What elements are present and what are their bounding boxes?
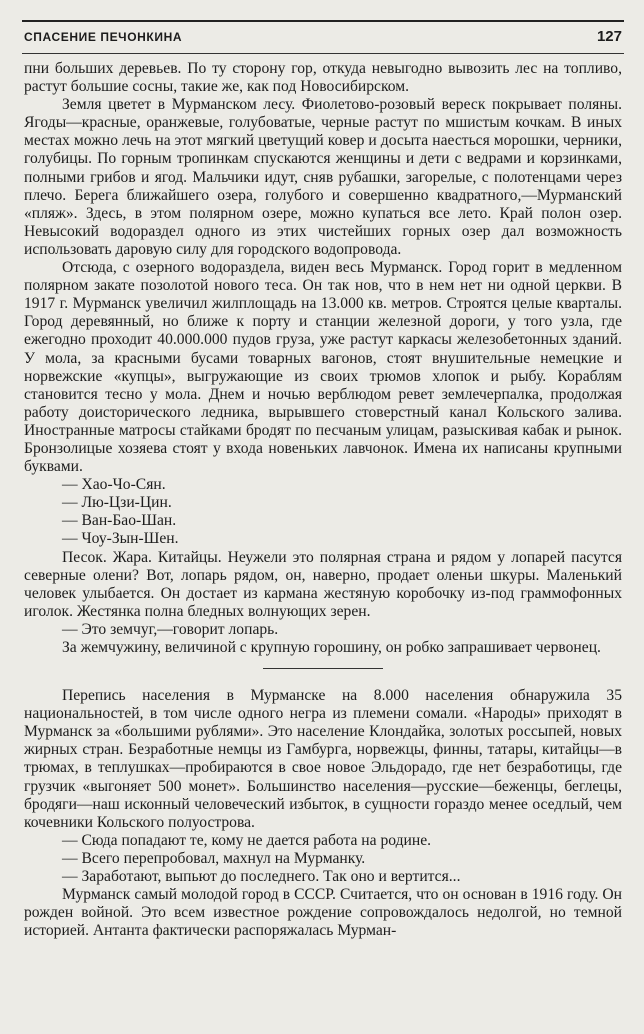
quote-line-3: — Заработают, выпьют до последнего. Так оно и вертится... xyxy=(62,868,461,886)
page-header xyxy=(24,28,622,50)
header-rule xyxy=(22,53,624,54)
paragraph-4: Песок. Жара. Китайцы. Неужели это полярная страна и рядом у лопарей пасутся северные олени? Вот, лопарь рядом, он, наверно, продает оленьи шкуры. Маленький человек улыбается. Он достает из кармана жестяную коробочку из-под граммофонных иголок. Жестянка полна бледных волнующих зерен. xyxy=(24,548,622,620)
section-separator xyxy=(263,668,383,669)
quote-line-1: — Сюда попадают те, кому не дается работа на родине. xyxy=(62,831,432,849)
paragraph-2: Земля цветет в Мурманском лесу. Фиолетово-розовый вереск покрывает поляны. Ягоды—красные, оранжевые, голубоватые, черные растут по мшистым кочкам. В иных местах можно лечь на этот мягкий цветущий ковер и досыта наесться морошки, черники, голубицы. По горным тропинкам спускаются женщины и дети с ведрами и корзинками, полными грибов и ягод. Мальчики идут, сняв рубашки, загорелые, с полотенцами через плечо. Берега ближайшего озера, голубого и совершенно квадратного,—Мурманский «пляж». Здесь, в этом полярном озере, можно купаться все лето. Край полон озер. Невысокий водораздел одного из этих чистейших горных озер дал возможность использовать даровую силу для городского водопровода. xyxy=(24,96,622,258)
top-rule xyxy=(22,20,624,22)
paragraph-6: За жемчужину, величиной с крупную горошину, он робко запрашивает червонец. xyxy=(62,639,601,656)
body-text xyxy=(24,60,622,940)
name-line-2: — Лю-Цзи-Цин. xyxy=(62,494,172,512)
page-number: 127 xyxy=(596,28,622,45)
paragraph-5: — Это земчуг,—говорит лопарь. xyxy=(62,620,279,638)
running-head: СПАСЕНИЕ ПЕЧОНКИНА xyxy=(24,30,183,44)
name-line-1: — Хао-Чо-Сян. xyxy=(62,476,166,494)
quote-line-2: — Всего перепробовал, махнул на Мурманку. xyxy=(62,849,366,867)
name-line-3: — Ван-Бао-Шан. xyxy=(62,512,177,530)
paragraph-3: Отсюда, с озерного водораздела, виден весь Мурманск. Город горит в медленном полярном закате позолотой нового теса. Он так нов, что в нем нет ни одной церкви. В 1917 г. Мурманск увеличил жилплощадь на 13.000 кв. метров. Строятся целые кварталы. Город деревянный, но ближе к порту и станции железной дороги, у того узла, где ежегодно проходит 40.000.000 пудов груза, уже растут каркасы железобетонных зданий. У мола, за красными бусами товарных вагонов, стоят внушительные немецкие и норвежские «купцы», выгружающие из своих трюмов хлопок и рыбу. Кораблям становится тесно у мола. Днем и ночью верблюдом ревет землечерпалка, продолжая работу доисторического ледника, вырывшего стоверстный канал Кольского залива. Иностранные матросы стайками бродят по песчаным улицам, разыскивая кабак и рынок. Бронзолицые хозяева стоят у входа новеньких лавчонок. Имена их написаны крупными буквами. xyxy=(24,259,622,476)
paragraph-7: Перепись населения в Мурманске на 8.000 населения обнаружила 35 национальностей, в том числе одного негра из племени сомали. «Народы» приходят в Мурманск за «большими рублями». Это население Клондайка, золотых россыпей, новых жирных стран. Безработные немцы из Гамбурга, норвежцы, финны, татары, китайцы—в трюмах, в теплушках—пробираются в свое новое Эльдорадо, где нет безработицы, где грузчик «выгоняет 500 монет». Большинство населения—русские—беженцы, беглецы, бродяги—наш исконный человеческий избыток, в сущности гораздо менее оседлый, чем кочевники Кольского полуострова. xyxy=(24,687,622,831)
paragraph-1: пни больших деревьев. По ту сторону гор, откуда невыгодно вывозить лес на топливо, растут большие сосны, такие же, как под Новосибирском. xyxy=(24,60,622,96)
name-line-4: — Чоу-Зын-Шен. xyxy=(62,530,179,548)
paragraph-8: Мурманск самый молодой город в СССР. Считается, что он основан в 1916 году. Он рожден войной. Это всем известное рождение сопровождалось недолгой, но темной историей. Антанта фактически распоряжалась Мурман- xyxy=(24,886,622,940)
